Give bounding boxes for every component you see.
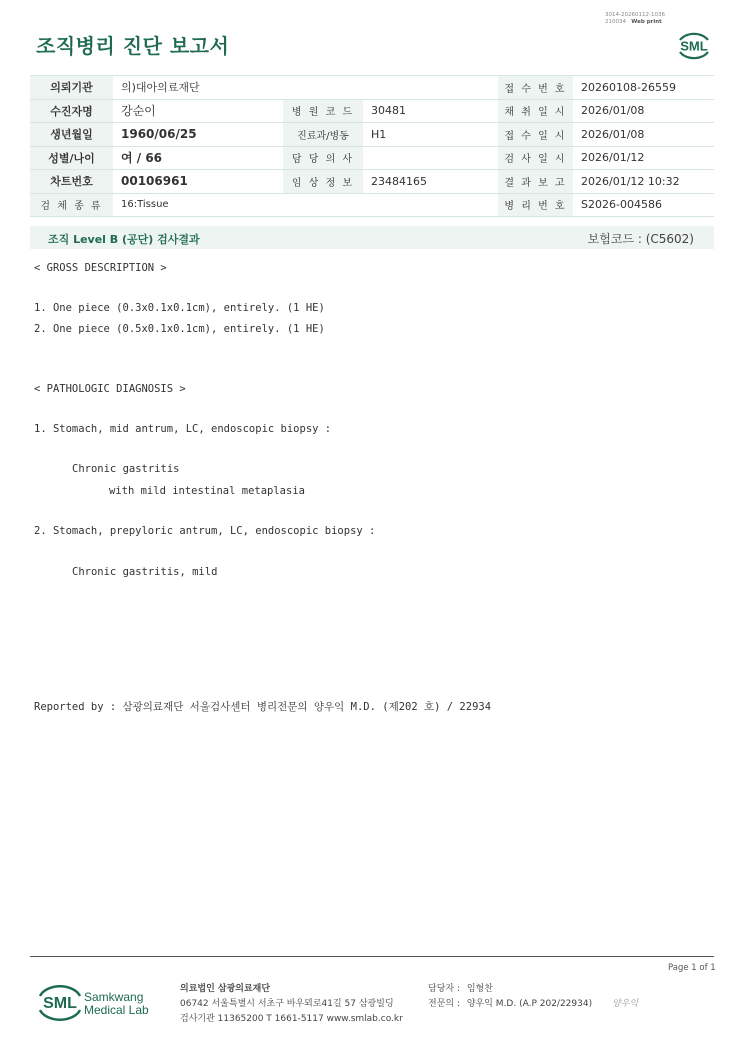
section-title: 조직 Level B (공단) 검사결과: [48, 233, 200, 246]
table-row: [30, 123, 714, 147]
doctor-label: 담 당 의 사: [283, 146, 363, 170]
chart-value: 00106961: [113, 170, 283, 194]
footer-address: 06742 서울특별시 서초구 바우뫼로41길 57 삼광빌딩: [180, 999, 394, 1009]
footer-contact: 검사기관 11365200 T 1661-5117 www.smlab.co.kr: [180, 1014, 403, 1024]
table-row: [30, 76, 714, 100]
sex-age-value: 여 / 66: [113, 146, 283, 170]
patient-label: 수진자명: [30, 99, 113, 123]
footer-specialist: [428, 996, 592, 1009]
print-note-line1: 3014-20260112-1036: [605, 12, 665, 18]
receipt-date-value: 2026/01/08: [573, 123, 714, 147]
path-no-value: S2026-004586: [573, 193, 714, 217]
signature: 양우익: [612, 999, 639, 1009]
table-row: [30, 146, 714, 170]
diagnosis-2-line1: Chronic gastritis, mild: [72, 566, 218, 578]
footer-staff: [428, 981, 493, 994]
receipt-no-label: 접 수 번 호: [498, 76, 573, 100]
diagnosis-2-site: 2. Stomach, prepyloric antrum, LC, endoscopic biopsy :: [34, 525, 376, 537]
report-title: 조직병리 진단 보고서: [36, 34, 230, 58]
diagnosis-1-line2: with mild intestinal metaplasia: [109, 485, 305, 497]
print-note-webprint: Web print: [631, 19, 662, 25]
table-row: [30, 170, 714, 194]
dept-value: H1: [363, 123, 498, 147]
footer-logo-line1: Samkwang: [84, 990, 144, 1004]
sml-logo: [674, 26, 714, 64]
patient-value: 강순이: [113, 99, 283, 123]
gross-heading: < GROSS DESCRIPTION >: [34, 262, 167, 274]
receipt-no-value: 20260108-26559: [573, 76, 714, 100]
footer-staff-value: 임형찬: [466, 984, 493, 994]
table-row: [30, 193, 714, 217]
dept-label: 진료과/병동: [283, 123, 363, 147]
footer-specialist-value: 양우익 M.D. (A.P 202/22934): [466, 999, 593, 1009]
footer-org-name: 의료법인 삼광의료재단: [180, 984, 271, 994]
receipt-date-label: 접 수 일 시: [498, 123, 573, 147]
gross-item-1: 1. One piece (0.3x0.1x0.1cm), entirely. (1 HE): [34, 302, 325, 314]
print-note-id: 210034: [605, 19, 626, 25]
diagnosis-1-line1: Chronic gastritis: [72, 463, 180, 475]
footer-logo-sml: SML: [43, 995, 77, 1012]
hospital-code-label: 병 원 코 드: [283, 99, 363, 123]
sml-logo-text: SML: [680, 38, 708, 54]
reported-by: Reported by : 삼광의료재단 서울검사센터 병리전문의 양우익 M.D. (제202 호) / 22934: [34, 701, 492, 713]
report-date-value: 2026/01/12 10:32: [573, 170, 714, 194]
footer-logo-line2: Medical Lab: [84, 1003, 149, 1017]
exam-date-value: 2026/01/12: [573, 146, 714, 170]
footer-staff-label: 담당자 :: [428, 984, 460, 994]
clinical-label: 임 상 정 보: [283, 170, 363, 194]
page-number: Page 1 of 1: [668, 963, 716, 973]
diagnosis-1-site: 1. Stomach, mid antrum, LC, endoscopic biopsy :: [34, 423, 332, 435]
collect-date-value: 2026/01/08: [573, 99, 714, 123]
samkwang-logo-icon: [38, 980, 158, 1026]
footer-specialist-label: 전문의 :: [428, 999, 460, 1009]
path-no-label: 병 리 번 호: [498, 193, 573, 217]
specimen-value: 16:Tissue: [113, 193, 498, 217]
doctor-value: [363, 146, 498, 170]
specimen-label: 검 체 종 류: [30, 193, 113, 217]
birth-value: 1960/06/25: [113, 123, 283, 147]
collect-date-label: 채 취 일 시: [498, 99, 573, 123]
result-section-bar: [30, 226, 714, 249]
insurance-code: 보험코드 : (C5602): [587, 232, 694, 246]
report-date-label: 결 과 보 고: [498, 170, 573, 194]
print-note: [605, 12, 665, 26]
sex-age-label: 성별/나이: [30, 146, 113, 170]
diagnosis-heading: < PATHOLOGIC DIAGNOSIS >: [34, 383, 186, 395]
request-org-value: 의)대아의료재단: [113, 76, 498, 100]
clinical-value: 23484165: [363, 170, 498, 194]
birth-label: 생년월일: [30, 123, 113, 147]
gross-item-2: 2. One piece (0.5x0.1x0.1cm), entirely. (1 HE): [34, 323, 325, 335]
footer-logo: [38, 980, 158, 1030]
chart-label: 차트번호: [30, 170, 113, 194]
exam-date-label: 검 사 일 시: [498, 146, 573, 170]
patient-info-table: [30, 75, 714, 217]
hospital-code-value: 30481: [363, 99, 498, 123]
table-row: [30, 99, 714, 123]
sml-logo-icon: [674, 26, 714, 64]
footer-divider: [30, 956, 714, 957]
request-org-label: 의뢰기관: [30, 76, 113, 100]
